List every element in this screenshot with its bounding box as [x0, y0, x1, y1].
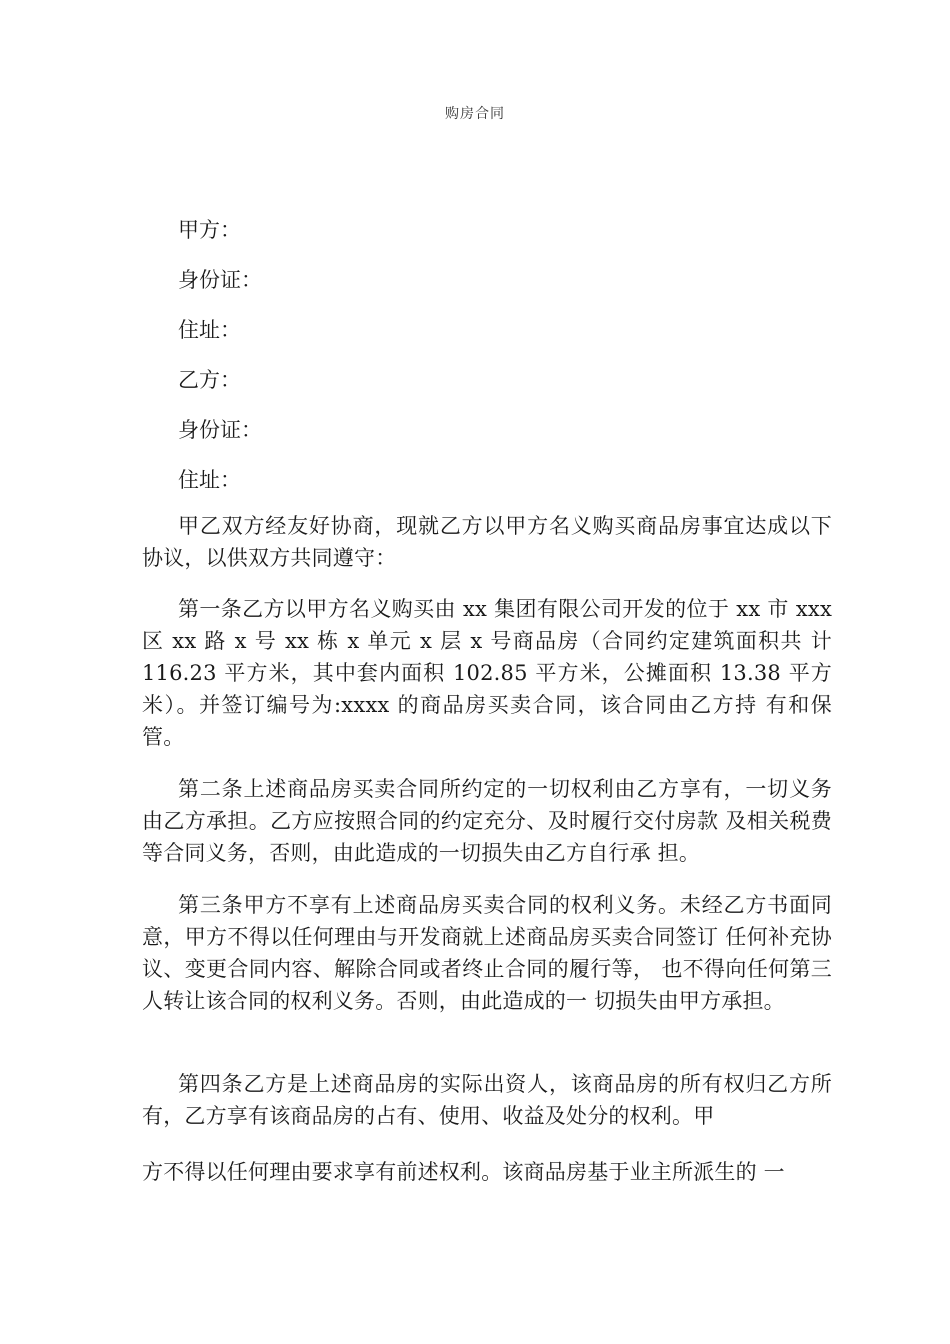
- article-four-continuation: 方不得以任何理由要求享有前述权利。该商品房基于业主所派生的 一: [142, 1160, 785, 1184]
- article-two-block: [142, 773, 832, 869]
- article-one-block: [142, 593, 832, 753]
- preamble-paragraph: 甲乙双方经友好协商，现就乙方以甲方名义购买商品房事宜达成以下协议，以供双方共同遵守：: [142, 514, 832, 570]
- article-two-paragraph: 第二条上述商品房买卖合同所约定的一切权利由乙方享有，一切义务由乙方承担。乙方应按照合同的约定充分、及时履行交付房款 及相关税费等合同义务，否则，由此造成的一切损失由乙方自行承 担。: [142, 777, 832, 865]
- article-four-continuation-block: [142, 1156, 832, 1188]
- party-b-address-field: 住址：: [178, 468, 241, 492]
- article-four-paragraph: 第四条乙方是上述商品房的实际出资人，该商品房的所有权归乙方所有，乙方享有该商品房的占有、使用、收益及处分的权利。甲: [142, 1072, 832, 1128]
- article-one-paragraph: 第一条乙方以甲方名义购买由 xx 集团有限公司开发的位于 xx 市 xxx 区 xx 路 x 号 xx 栋 x 单元 x 层 x 号商品房（合同约定建筑面积共 计 116.23 平方米，其中套内面积 102.85 平方米，公摊面积 13.38 平方米）。并签订编号为:xxxx 的商品房买卖合同，该合同由乙方持 有和保管。: [142, 597, 832, 749]
- party-a-name-field: 甲方：: [178, 218, 241, 242]
- party-a-address-field: 住址：: [178, 318, 241, 342]
- article-three-paragraph: 第三条甲方不享有上述商品房买卖合同的权利义务。未经乙方书面同意，甲方不得以任何理由与开发商就上述商品房买卖合同签订 任何补充协议、变更合同内容、解除合同或者终止合同的履行等， 也不得向任何第三人转让该合同的权利义务。否则，由此造成的一 切损失由甲方承担。: [142, 893, 832, 1013]
- article-four-block: [142, 1068, 832, 1132]
- preamble-paragraph-block: [142, 510, 832, 574]
- party-b-name-field: 乙方：: [178, 368, 241, 392]
- article-three-block: [142, 889, 832, 1017]
- document-title: 购房合同: [445, 106, 505, 122]
- party-info-block: [142, 216, 832, 516]
- party-b-id-field: 身份证：: [178, 418, 262, 442]
- party-a-id-field: 身份证：: [178, 268, 262, 292]
